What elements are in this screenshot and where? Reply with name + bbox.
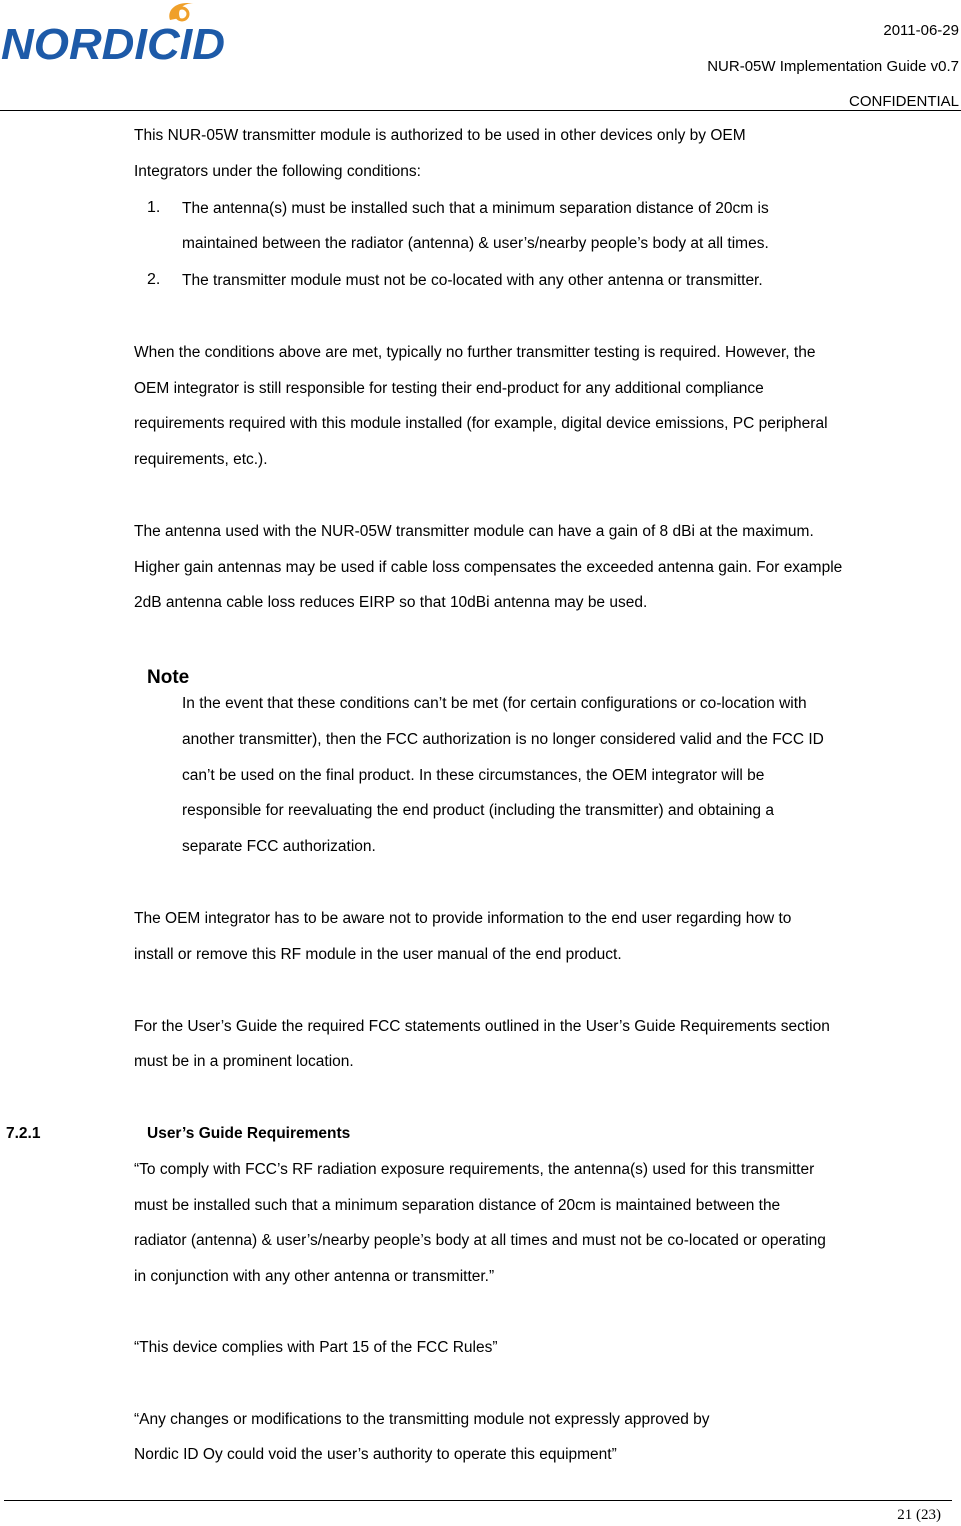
paragraph-line: requirements, etc.). <box>134 451 268 468</box>
header-rule <box>0 110 961 111</box>
list-item-line: The transmitter module must not be co-located with any other antenna or transmitter. <box>182 272 763 289</box>
note-line: In the event that these conditions can’t be met (for certain configurations or co-location with <box>182 695 807 712</box>
quote-line: “This device complies with Part 15 of the FCC Rules” <box>134 1339 498 1356</box>
footer-rule <box>4 1500 952 1501</box>
paragraph-line: Integrators under the following conditions: <box>134 163 421 180</box>
quote-line: radiator (antenna) & user’s/nearby people’s body at all times and must not be co-located or operating <box>134 1232 826 1249</box>
header-doc-title: NUR-05W Implementation Guide v0.7 <box>707 58 959 75</box>
list-number: 1. <box>147 199 161 216</box>
paragraph-line: This NUR-05W transmitter module is authorized to be used in other devices only by OEM <box>134 127 746 144</box>
paragraph-line: must be in a prominent location. <box>134 1053 354 1070</box>
quote-line: must be installed such that a minimum separation distance of 20cm is maintained between the <box>134 1197 781 1214</box>
logo-wordmark: NORDICID <box>1 20 225 66</box>
list-item-line: The antenna(s) must be installed such that a minimum separation distance of 20cm is <box>182 200 769 217</box>
list-number: 2. <box>147 271 161 288</box>
note-line: can’t be used on the final product. In these circumstances, the OEM integrator will be <box>182 767 765 784</box>
logo-swoosh <box>169 3 194 20</box>
paragraph-line: OEM integrator is still responsible for testing their end-product for any additional compliance <box>134 380 764 397</box>
paragraph-line: requirements required with this module installed (for example, digital device emissions, PC peripheral <box>134 415 828 432</box>
paragraph-line: 2dB antenna cable loss reduces EIRP so that 10dBi antenna may be used. <box>134 594 648 611</box>
page-number: 21 (23) <box>897 1507 941 1523</box>
note-line: separate FCC authorization. <box>182 838 376 855</box>
quote-line: Nordic ID Oy could void the user’s authority to operate this equipment” <box>134 1446 617 1463</box>
header-classification: CONFIDENTIAL <box>848 93 959 110</box>
note-title: Note <box>147 667 190 688</box>
quote-line: in conjunction with any other antenna or transmitter.” <box>134 1268 495 1285</box>
section-number: 7.2.1 <box>6 1125 41 1142</box>
paragraph-line: The OEM integrator has to be aware not to provide information to the end user regarding how to <box>134 910 792 927</box>
nordic-id-logo <box>0 0 228 66</box>
section-title: User’s Guide Requirements <box>147 1125 351 1142</box>
header-date: 2011-06-29 <box>883 22 959 39</box>
paragraph-line: Higher gain antennas may be used if cable loss compensates the exceeded antenna gain. For example <box>134 559 843 576</box>
paragraph-line: When the conditions above are met, typically no further transmitter testing is required. However, the <box>134 344 816 361</box>
note-line: another transmitter), then the FCC authorization is no longer considered valid and the FCC ID <box>182 731 824 748</box>
paragraph-line: The antenna used with the NUR-05W transmitter module can have a gain of 8 dBi at the maximum. <box>134 523 814 540</box>
note-line: responsible for reevaluating the end product (including the transmitter) and obtaining a <box>182 802 774 819</box>
list-item-line: maintained between the radiator (antenna) & user’s/nearby people’s body at all times. <box>182 235 769 252</box>
quote-line: “To comply with FCC’s RF radiation exposure requirements, the antenna(s) used for this transmitter <box>134 1161 815 1178</box>
quote-line: “Any changes or modifications to the transmitting module not expressly approved by <box>134 1411 710 1428</box>
paragraph-line: install or remove this RF module in the user manual of the end product. <box>134 946 622 963</box>
paragraph-line: For the User’s Guide the required FCC statements outlined in the User’s Guide Requirements section <box>134 1018 830 1035</box>
